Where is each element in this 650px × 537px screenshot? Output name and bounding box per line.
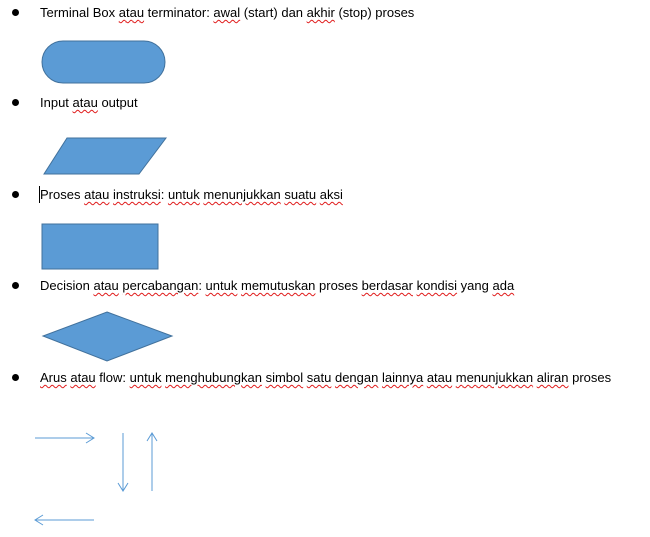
spellcheck-word: satu	[306, 370, 332, 385]
bullet-item-input-output	[0, 94, 650, 116]
spellcheck-word: atau	[70, 370, 96, 385]
item-text[interactable]	[40, 94, 138, 112]
process-rectangle-icon	[40, 222, 162, 272]
text-run: :	[160, 187, 168, 202]
text-run: Proses	[40, 187, 81, 202]
text-run: proses	[568, 370, 612, 385]
spellcheck-word: untuk	[205, 278, 238, 293]
spellcheck-word: aliran	[536, 370, 569, 385]
spellcheck-word: ada	[492, 278, 515, 293]
spellcheck-word: suatu	[284, 187, 317, 202]
bullet-dot	[12, 9, 19, 16]
spellcheck-word: lainnya	[381, 370, 424, 385]
spellcheck-word: awal	[213, 5, 241, 20]
decision-diamond-icon	[40, 310, 176, 364]
spellcheck-word: atau	[426, 370, 453, 385]
spellcheck-word: simbol	[265, 370, 304, 385]
spellcheck-word: berdasar	[361, 278, 413, 293]
spellcheck-word: percabangan	[122, 278, 199, 293]
text-run: proses	[315, 278, 362, 293]
item-text[interactable]	[40, 4, 414, 22]
terminator-shape-icon	[40, 39, 170, 87]
text-run: flow:	[95, 370, 130, 385]
bullet-item-flow	[0, 369, 650, 391]
bullet-dot	[12, 374, 19, 381]
spellcheck-word: atau	[72, 95, 98, 110]
bullet-dot	[12, 99, 19, 106]
spellcheck-word: untuk	[167, 187, 200, 202]
text-run: (stop) proses	[334, 5, 415, 20]
spellcheck-word: kondisi	[416, 278, 458, 293]
spellcheck-word: menunjukkan	[203, 187, 281, 202]
input-output-parallelogram-icon	[40, 135, 172, 177]
text-run: Terminal Box	[40, 5, 119, 20]
item-text[interactable]	[40, 186, 343, 204]
text-run: Decision	[40, 278, 94, 293]
bullet-item-terminator	[0, 4, 650, 26]
spellcheck-word: aksi	[319, 187, 343, 202]
spellcheck-word: atau	[84, 187, 110, 202]
bullet-dot	[12, 282, 19, 289]
text-run: :	[198, 278, 206, 293]
bullet-item-decision	[0, 277, 650, 299]
bullet-item-process	[0, 186, 650, 208]
spellcheck-word: memutuskan	[240, 278, 316, 293]
text-run: (start) dan	[240, 5, 307, 20]
text-cursor	[39, 186, 40, 203]
text-run: output	[97, 95, 138, 110]
spellcheck-word: menunjukkan	[455, 370, 534, 385]
spellcheck-word: untuk	[129, 370, 162, 385]
spellcheck-word: atau	[93, 278, 119, 293]
spellcheck-word: Arus	[40, 370, 67, 385]
item-text[interactable]	[40, 369, 611, 387]
text-run: terminator:	[144, 5, 214, 20]
bullet-dot	[12, 191, 19, 198]
spellcheck-word: atau	[118, 5, 145, 20]
flow-arrows-icon	[30, 425, 170, 533]
spellcheck-word: instruksi	[113, 187, 161, 202]
text-run: yang	[457, 278, 493, 293]
text-run: Input	[40, 95, 73, 110]
item-text[interactable]	[40, 277, 514, 295]
spellcheck-word: akhir	[306, 5, 335, 20]
spellcheck-word: dengan	[334, 370, 379, 385]
spellcheck-word: menghubungkan	[165, 370, 262, 385]
